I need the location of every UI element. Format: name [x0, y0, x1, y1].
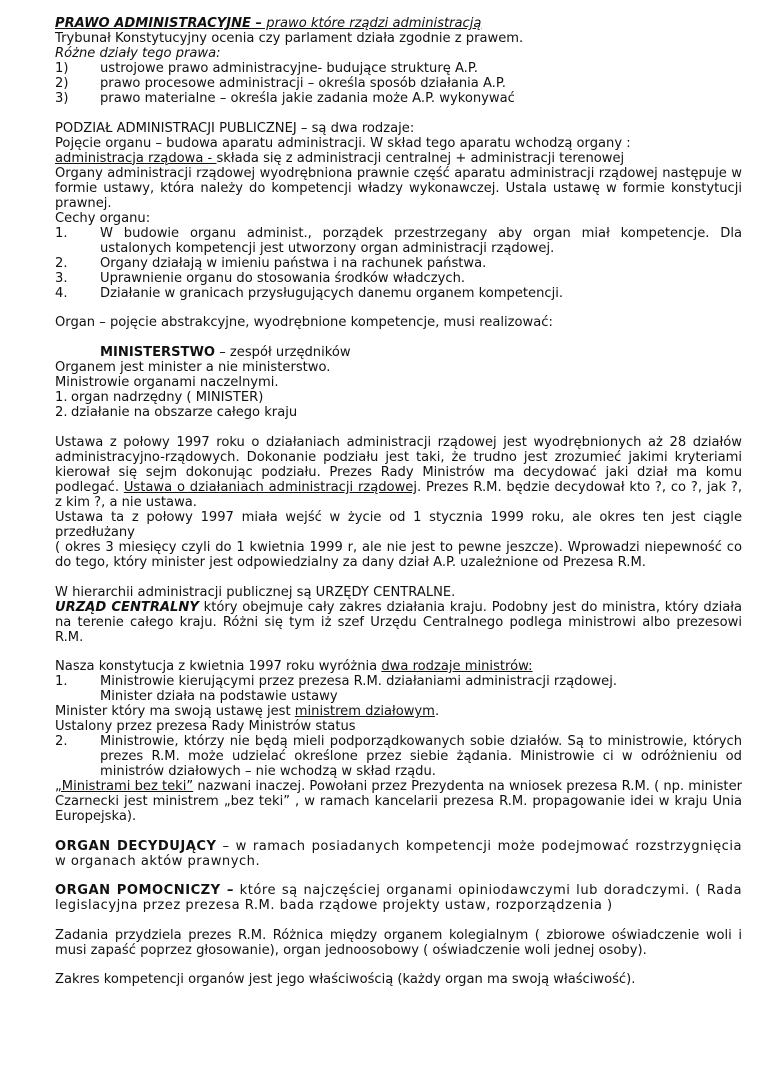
tasks-paragraph: Zadania przydziela prezes R.M. Różnica między organem kolegialnym ( zbiorowe oświadczenie woli i musi zapaść poprzez głosowanie), organ jednoosobowy ( oświadczenie woli jednej osoby). — [55, 927, 742, 958]
act-paragraph-2: Ustawa ta z połowy 1997 miała wejść w życie od 1 stycznia 1999 roku, ale okres ten jest ciągle przedłużany — [55, 510, 742, 540]
list-item: 2. działanie na obszarze całego kraju — [55, 405, 298, 420]
gov-admin-line: administracja rządowa - składa się z administracji centralnej + administracji terenowej — [55, 150, 625, 166]
central-office-paragraph: URZĄD CENTRALNY który obejmuje cały zakres działania kraju. Podobny jest do ministra, który działa na terenie całego kraju. Różni się tym iż szef Urzędu Centralnego podlega ministrowi albo prezesowi R.M. — [55, 599, 742, 645]
ministry-line-1: Organem jest minister a nie ministerstwo. — [55, 360, 331, 375]
list-item: 1. organ nadrzędny ( MINISTER) — [55, 390, 264, 405]
division-heading: PODZIAŁ ADMINISTRACJI PUBLICZNEJ – są dwa rodzaje: — [55, 120, 415, 136]
title-heading: PRAWO ADMINISTRACYJNE – — [55, 16, 263, 31]
list-item: 2) prawo procesowe administracji – określa sposób działania A.P. — [55, 76, 506, 91]
organ-concept: Pojęcie organu – budowa aparatu administracji. W skład tego aparatu wchodzą organy : — [55, 135, 631, 151]
organ-auxiliary-paragraph: ORGAN POMOCNICZY – które są najczęściej organami opiniodawczymi lub doradczymi. ( Rada legislacyjna przez prezesa R.M. bada rządowe projekty ustaw, rozporządzenia ) — [55, 883, 742, 913]
central-offices-line: W hierarchii administracji publicznej są URZĘDY CENTRALNE. — [55, 584, 456, 600]
separation-paragraph: Organy administracji rządowej wyodrębniona prawnie część aparatu administracji rządowej następuje w formie ustawy, która należy do kompetencji władzy wykonawczej. Ustala ustawę w formie konstytucji prawnej. — [55, 165, 742, 211]
branches-label: Różne działy tego prawa: — [55, 46, 221, 61]
minister-status-line: Ustalony przez prezesa Rady Ministrów status — [55, 719, 356, 734]
act-paragraph-3: ( okres 3 miesięcy czyli do 1 kwietnia 1999 r, ale nie jest to pewne jeszcze). Wprowadzi niepewność co do tego, który minister jest odpowiedzialny za dany dział A.P. uzależnione od Prezesa R.M. — [55, 540, 742, 570]
intro-line: Trybunał Konstytucyjny ocenia czy parlament działa zgodnie z prawem. — [55, 31, 524, 46]
minister-sub-line: Minister działa na podstawie ustawy — [100, 689, 338, 704]
minister-dept-line: Minister który ma swoją ustawę jest ministrem działowym. — [55, 704, 440, 719]
list-item: 4. Działanie w granicach przysługujących danemu organem kompetencji. — [55, 285, 564, 301]
list-item: 2. Ministrowie, którzy nie będą mieli podporządkowanych sobie działów. Są to ministrowie, których prezes R.M. może udzielać określone przez siebie żądania. Ministrowie ci w odróżnieniu od ministrów działowych – nie wchodzą w skład rządu. — [55, 734, 742, 779]
title-rest: prawo które rządzi administracją — [262, 16, 482, 31]
list-item: 1. W budowie organu administ., porządek przestrzegany aby organ miał kompetencje. Dla ustalonych kompetencji jest utworzony organ administracji rządowej. — [55, 225, 742, 256]
act-paragraph: Ustawa z połowy 1997 roku o działaniach administracji rządowej jest wyodrębnionych aż 28 działów administracyjno-rządowych. Dokonanie podziału jest taki, że trudno jest zrozumieć jakimi kryteriami kierował się sejm dokonując podziału. Prezes Rady Ministrów ma decydować jaki dział ma komu podlegać. Ustawa o działaniach administracji rządowej. Prezes R.M. będzie decydował kto ?, co ?, jak ?, z kim ?, a nie ustawa. — [55, 435, 742, 510]
organ-definition: Organ – pojęcie abstrakcyjne, wyodrębnione kompetencje, musi realizować: — [55, 315, 553, 330]
ministry-line-2: Ministrowie organami naczelnymi. — [55, 375, 279, 390]
ministers-without-portfolio: „Ministrami bez teki” nazwani inaczej. Powołani przez Prezydenta na wniosek prezesa R.M. ( np. minister Czarnecki jest ministrem „bez teki” , w ramach kancelarii prezesa R.M. propagowanie idei w kraju Unia Europejska). — [55, 779, 743, 824]
list-item: 2. Organy działają w imieniu państwa i na rachunek państwa. — [55, 255, 487, 271]
scope-paragraph: Zakres kompetencji organów jest jego właściwością (każdy organ ma swoją właściwość). — [55, 972, 636, 987]
page-title — [55, 16, 742, 31]
organ-deciding-paragraph: ORGAN DECYDUJĄCY – w ramach posiadanych kompetencji może podejmować rozstrzygnięcia w organach aktów prawnych. — [55, 838, 742, 869]
list-item: 3. Uprawnienie organu do stosowania środków władczych. — [55, 270, 466, 286]
features-label: Cechy organu: — [55, 210, 151, 226]
ministers-intro: Nasza konstytucja z kwietnia 1997 roku wyróżnia dwa rodzaje ministrów: — [55, 659, 533, 674]
list-item: 1. Ministrowie kierującymi przez prezesa R.M. działaniami administracji rządowej. — [55, 674, 618, 689]
list-item: 1) ustrojowe prawo administracyjne- budujące strukturę A.P. — [55, 61, 478, 76]
list-item: 3) prawo materialne – określa jakie zadania może A.P. wykonywać — [55, 91, 515, 106]
ministry-heading: MINISTERSTWO – zespół urzędników — [100, 345, 351, 360]
